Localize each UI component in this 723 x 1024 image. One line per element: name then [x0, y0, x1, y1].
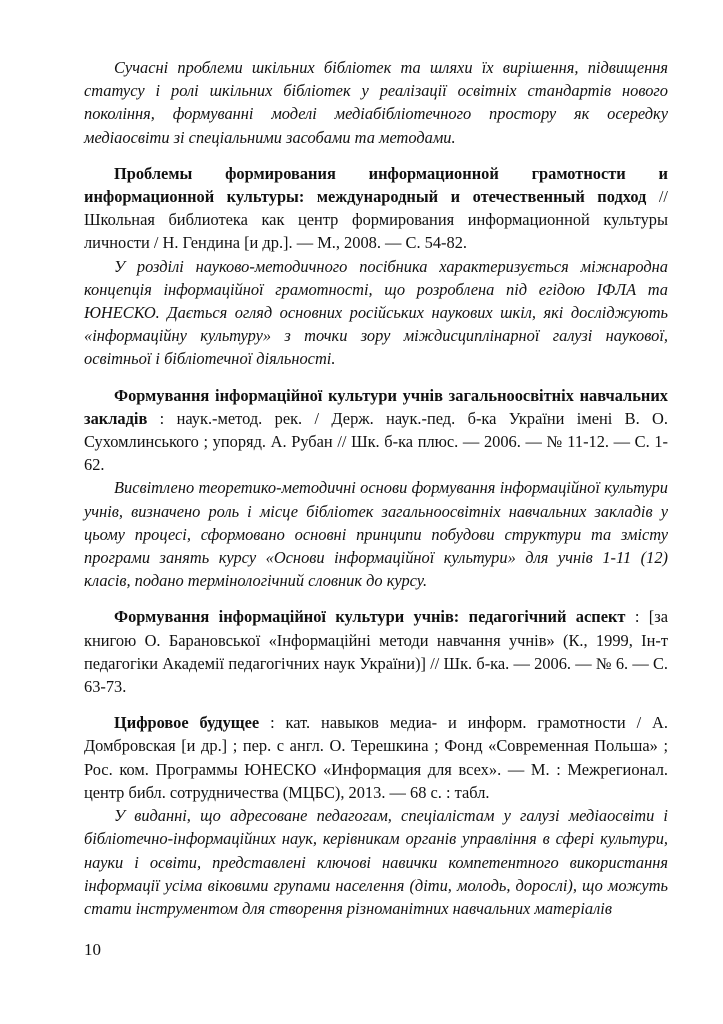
bibliographic-entry [84, 162, 668, 255]
entry-citation: : кат. навыков медиа- и информ. грамотности / А. Домбровская [и др.] ; пер. с англ. О. Терешкина ; Фонд «Современная Польша» ; Рос. ком. Программы ЮНЕСКО «Информация для всех». — М. : Межрегионал. центр библ. сотрудничества (МЦБС), 2013. — 68 с. : табл. [84, 713, 668, 802]
entry-citation: : [за книгою О. Барановської «Інформаційні методи навчання учнів» (К., 1999, Ін-т педагогіки Академії педагогічних наук України)] // Шк. б-ка. — 2006. — № 6. — С. 63-73. [84, 607, 668, 697]
spacer [84, 698, 668, 711]
entry-citation: : наук.-метод. рек. / Держ. наук.-пед. б-ка України імені В. О. Сухомлинського ; упоряд. А. Рубан // Шк. б-ка плюс. — 2006. — № 11-12. — С. 1-62. [84, 408, 668, 475]
entry-title: Формування інформаційної культури учнів загальноосвітніх навчальних закладів [84, 385, 668, 428]
entry-title: Формування інформаційної культури учнів: педагогічний аспект [114, 607, 626, 627]
entry-annotation: У розділі науково-методичного посібника характеризується міжнародна концепція інформаційної грамотності, що розроблена під егідою ІФЛА та ЮНЕСКО. Дається огляд основних російських наукових шкіл, які досліджують «інформаційну культуру» з точки зору міждисциплінарної галузі наукової, освітньої і бібліотечної діяльності. [84, 256, 668, 369]
entry-title: Цифровое будущее [114, 713, 260, 733]
entry-citation: // Школьная библиотека как центр формирования информационной культуры личности / Н. Гендина [и др.]. — М., 2008. — С. 54-82. [84, 187, 668, 253]
spacer [84, 371, 668, 384]
page-number: 10 [84, 940, 101, 959]
document-page [84, 56, 668, 920]
bibliographic-entry [84, 605, 668, 698]
entry-annotation: У виданні, що адресоване педагогам, спеціалістам у галузі медіаосвіти і бібліотечно-інформаційних наук, керівникам органів управління в сфері культури, науки і освіти, представлені ключові навички компетентного використання інформації усіма віковими групами населення (діти, молодь, дорослі), що можуть стати інструментом для створення різноманітних навчальних матеріалів [84, 806, 668, 918]
bibliographic-entry [84, 384, 668, 477]
intro-annotation: Сучасні проблеми шкільних бібліотек та шляхи їх вирішення, підвищення статусу і ролі шкільних бібліотек у реалізації освітніх стандартів нового покоління, формуванні моделі медіабібліотечного простору як осередку медіаосвіти зі спеціальними засобами та методами. [84, 58, 668, 147]
spacer [84, 149, 668, 162]
spacer [84, 592, 668, 605]
bibliographic-entry [84, 711, 668, 804]
entry-title: Проблемы формирования информационной грамотности и информационной культуры: международный и отечественный подход [84, 163, 668, 207]
entry-annotation: Висвітлено теоретико-методичні основи формування інформаційної культури учнів, визначено роль і місце бібліотек загальноосвітніх навчальних закладів у цьому процесі, сформовано основні принципи побудови структури та змісту програми занять курсу «Основи інформаційної культури» для учнів 1-11 (12) класів, подано термінологічний словник до курсу. [84, 478, 668, 591]
